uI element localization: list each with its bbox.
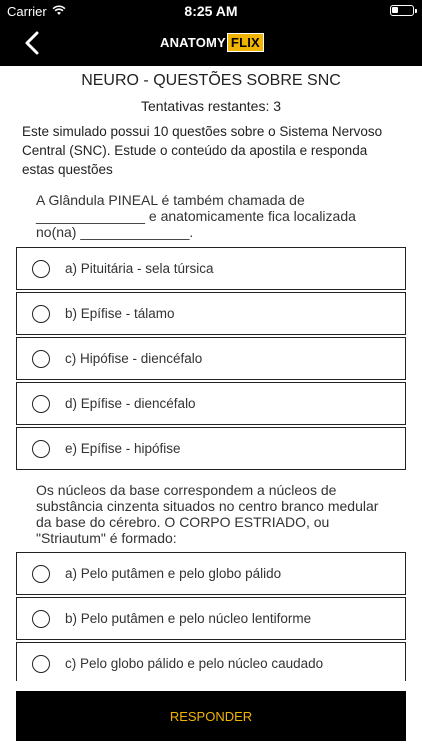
submit-button[interactable]: RESPONDER	[16, 691, 406, 741]
answer-option[interactable]	[16, 247, 406, 290]
question-text: A Glândula PINEAL é também chamada de ______________ e anatomicamente fica localizada no(na) ______________.	[36, 192, 356, 240]
option-label: d) Epífise - diencéfalo	[65, 396, 196, 411]
status-bar	[0, 0, 422, 22]
back-chevron-icon[interactable]	[18, 28, 48, 58]
answer-option[interactable]	[16, 427, 406, 470]
option-label: c) Hipófise - diencéfalo	[65, 351, 203, 366]
answer-option[interactable]	[16, 292, 406, 335]
option-label: a) Pelo putâmen e pelo globo pálido	[65, 566, 282, 581]
radio-button[interactable]	[32, 260, 50, 278]
option-label: a) Pituitária - sela túrsica	[65, 261, 214, 276]
radio-button[interactable]	[32, 655, 50, 673]
answer-option[interactable]	[16, 597, 406, 640]
answer-option[interactable]	[16, 642, 406, 685]
radio-button[interactable]	[32, 395, 50, 413]
clock: 8:25 AM	[184, 3, 238, 19]
radio-button[interactable]	[32, 350, 50, 368]
submit-footer	[0, 681, 422, 750]
logo-text-anatomy: ANATOMY	[160, 34, 226, 50]
radio-button[interactable]	[32, 610, 50, 628]
app-logo	[160, 31, 264, 53]
answer-option[interactable]	[16, 552, 406, 595]
option-label: c) Pelo globo pálido e pelo núcleo caudado	[65, 656, 324, 671]
radio-button[interactable]	[32, 440, 50, 458]
option-label: b) Pelo putâmen e pelo núcleo lentiforme	[65, 611, 312, 626]
top-bar	[0, 0, 422, 66]
option-label: b) Epífise - tálamo	[65, 306, 175, 321]
battery-icon	[390, 5, 414, 16]
option-label: e) Epífise - hipófise	[65, 441, 181, 456]
quiz-intro: Este simulado possui 10 questões sobre o Sistema Nervoso Central (SNC). Estude o conteúdo da apostila e responda estas questões	[22, 124, 383, 177]
answer-option[interactable]	[16, 382, 406, 425]
radio-button[interactable]	[32, 565, 50, 583]
carrier-label: Carrier	[7, 4, 47, 19]
logo-text-flix: FLIX	[227, 33, 264, 52]
quiz-title: NEURO - QUESTÕES SOBRE SNC	[81, 72, 341, 89]
answer-option[interactable]	[16, 337, 406, 380]
attempts-remaining: Tentativas restantes: 3	[140, 98, 282, 114]
radio-button[interactable]	[32, 305, 50, 323]
question-text: Os núcleos da base correspondem a núcleos de substância cinzenta situados no centro branco medular da base do cérebro. O CORPO ESTRIADO, ou "Striautum" é formado:	[36, 482, 379, 546]
